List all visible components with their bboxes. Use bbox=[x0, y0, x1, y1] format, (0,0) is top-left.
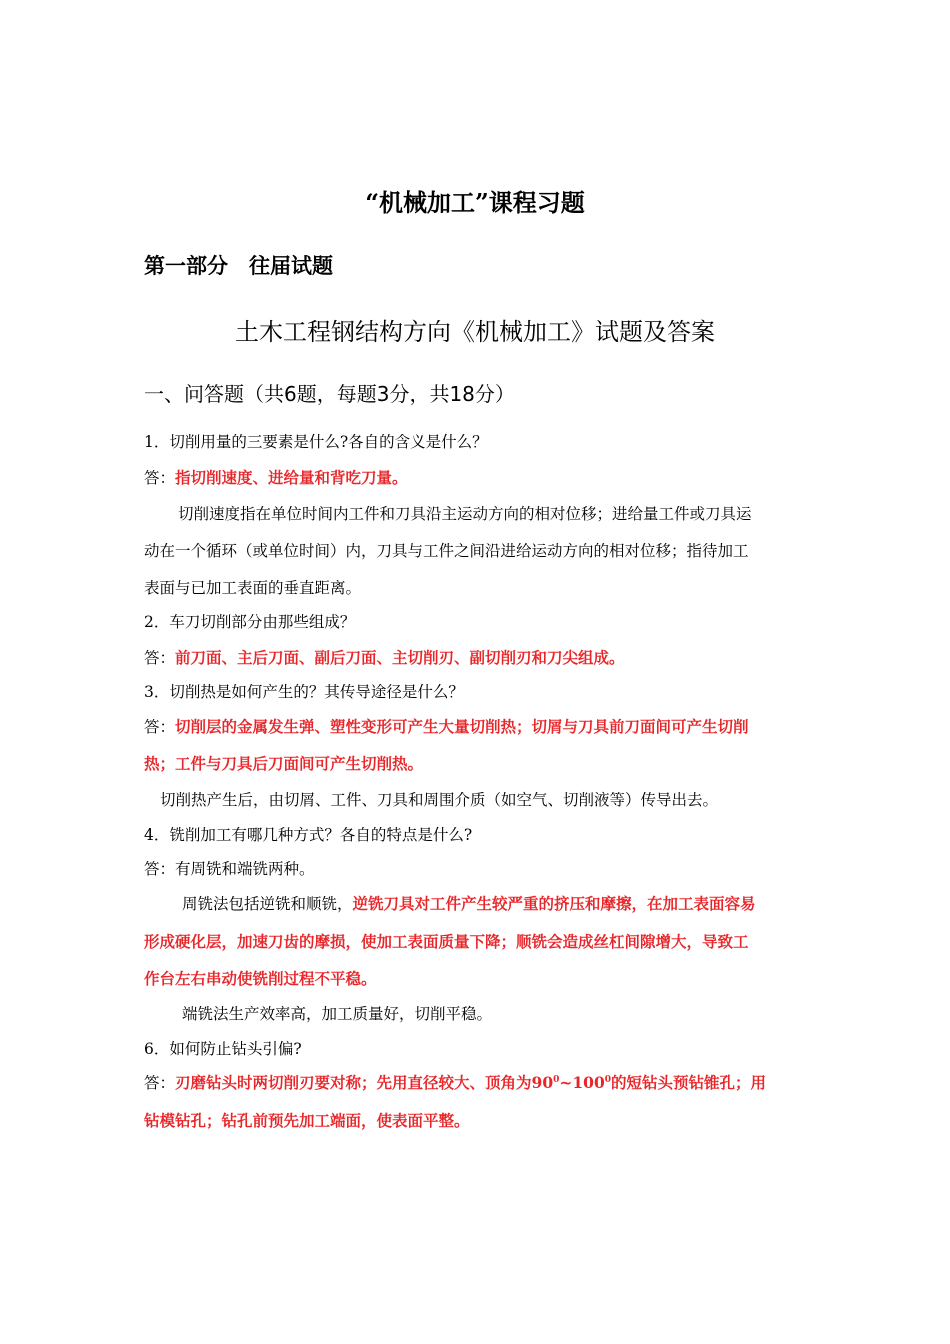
question-4: 4．铣削加工有哪几种方式？各自的特点是什么? bbox=[144, 826, 473, 844]
answer-prefix: 答： bbox=[144, 469, 176, 487]
angle-value: 100 bbox=[572, 1073, 605, 1092]
angle-value: 90 bbox=[531, 1073, 554, 1092]
answer-1 bbox=[144, 466, 408, 488]
answer-6-line-2: 钻模钻孔；钻孔前预先加工端面，使表面平整。 bbox=[144, 1111, 470, 1130]
answer-2-text: 前刀面、主后刀面、副后刀面、主切削刃、副切削刃和刀尖组成。 bbox=[175, 648, 625, 667]
answer-3-text: 切削层的金属发生弹、塑性变形可产生大量切削热；切屑与刀具前刀面间可产生切削 bbox=[175, 717, 749, 736]
answer-4-text: 有周铣和端铣两种。 bbox=[175, 860, 315, 878]
answer-1-explain-line: 表面与已加工表面的垂直距离。 bbox=[144, 579, 362, 597]
question-6: 6．如何防止钻头引偏? bbox=[144, 1040, 302, 1058]
answer-prefix: 答： bbox=[144, 860, 176, 878]
range-tilde: ~ bbox=[559, 1073, 573, 1092]
answer-3-text: 热；工件与刀具后刀面间可产生切削热。 bbox=[144, 754, 424, 773]
degree-sup: 0 bbox=[604, 1075, 611, 1085]
answer-4-line-2: 形成硬化层，加速刀齿的摩损，使加工表面质量下降；顺铣会造成丝杠间隙增大，导致工 bbox=[144, 932, 749, 951]
degree-sup: 0 bbox=[553, 1075, 560, 1085]
answer-4-end-mill: 端铣法生产效率高，加工质量好，切削平稳。 bbox=[182, 1005, 493, 1023]
answer-prefix: 答： bbox=[144, 718, 176, 736]
answer-4-red: 逆铣刀具对工件产生较严重的挤压和摩擦，在加工表面容易 bbox=[352, 894, 756, 913]
answer-1-explain-line: 切削速度指在单位时间内工件和刀具沿主运动方向的相对位移；进给量工件或刀具运 bbox=[178, 505, 752, 523]
answer-prefix: 答： bbox=[144, 649, 176, 667]
document-title: “机械加工”课程习题 bbox=[365, 188, 585, 217]
answer-6 bbox=[144, 1071, 766, 1093]
part-heading: 第一部分 往届试题 bbox=[144, 254, 333, 278]
answer-2 bbox=[144, 646, 625, 668]
question-1: 1．切削用量的三要素是什么?各自的含义是什么？ bbox=[144, 433, 488, 451]
answer-4-line-3: 作台左右串动使铣削过程不平稳。 bbox=[144, 969, 377, 988]
answer-4-line-1 bbox=[182, 892, 756, 914]
exam-subtitle: 土木工程钢结构方向《机械加工》试题及答案 bbox=[235, 318, 715, 346]
question-3: 3．切削热是如何产生的？其传导途径是什么？ bbox=[144, 683, 464, 701]
answer-4-plain: 周铣法包括逆铣和顺铣， bbox=[182, 895, 353, 913]
answer-1-explain-line: 动在一个循环（或单位时间）内，刀具与工件之间沿进给运动方向的相对位移；指待加工 bbox=[144, 542, 749, 560]
answer-6-text bbox=[175, 1073, 766, 1092]
answer-1-text: 指切削速度、进给量和背吃刀量。 bbox=[175, 468, 408, 487]
answer-prefix: 答： bbox=[144, 1074, 176, 1092]
answer-6-part: 刃磨钻头时两切削刃要对称；先用直径较大、顶角为 bbox=[175, 1073, 532, 1092]
question-2: 2．车刀切削部分由那些组成？ bbox=[144, 613, 356, 631]
answer-6-part: 的短钻头预钻锥孔；用 bbox=[611, 1073, 767, 1092]
answer-3 bbox=[144, 715, 749, 737]
answer-4 bbox=[144, 857, 315, 879]
answer-3-explain: 切削热产生后，由切屑、工件、刀具和周围介质（如空气、切削液等）传导出去。 bbox=[160, 791, 719, 809]
section-heading: 一、问答题（共6题，每题3分，共18分） bbox=[144, 382, 515, 406]
